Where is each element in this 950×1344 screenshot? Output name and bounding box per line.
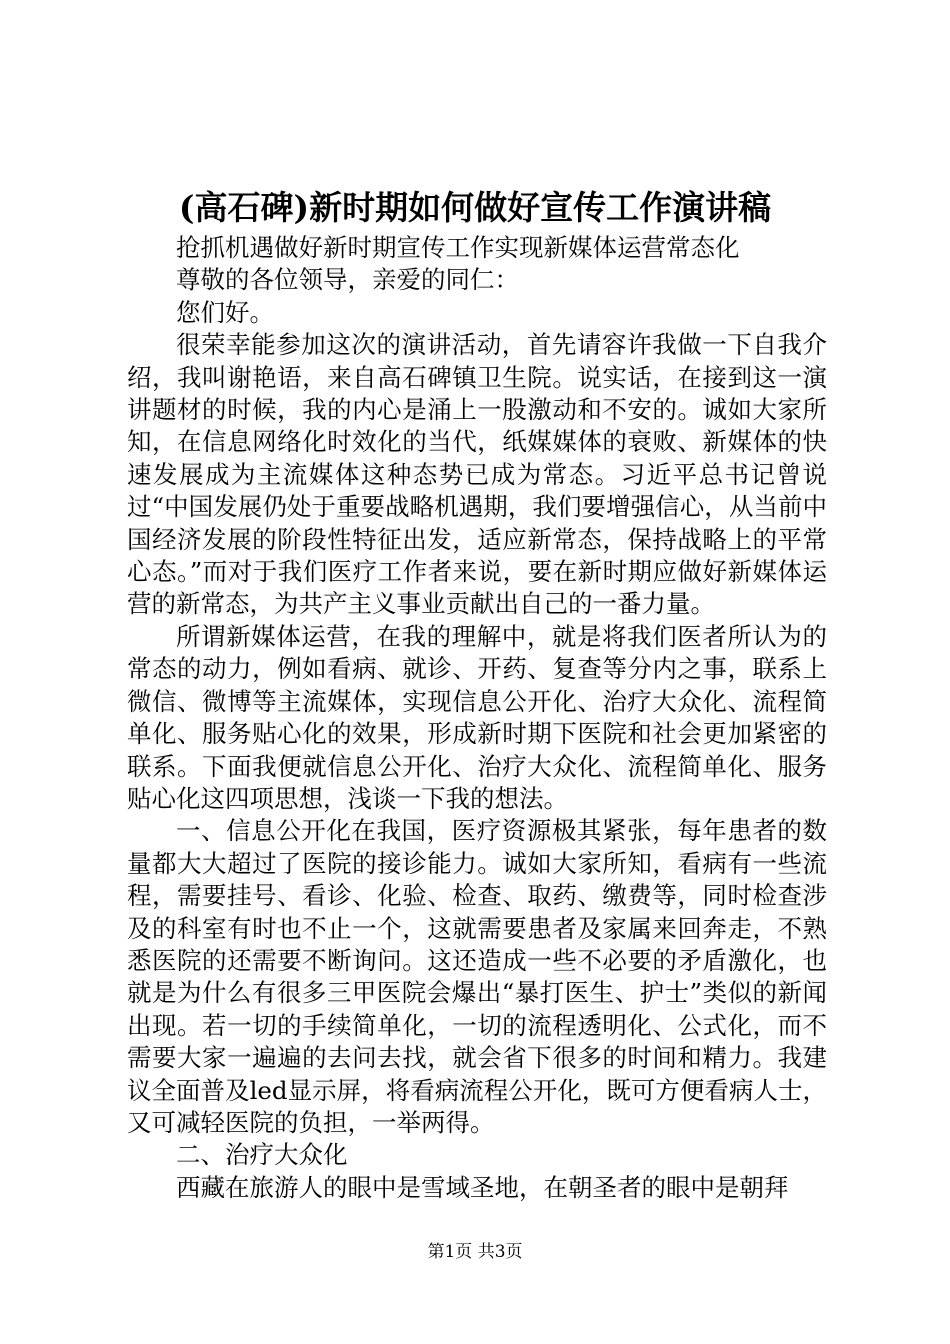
document-body bbox=[127, 232, 827, 1204]
paragraph-section-one: 一、信息公开化在我国，医疗资源极其紧张，每年患者的数量都大大超过了医院的接诊能力。诚如大家所知，看病有一些流程，需要挂号、看诊、化验、检查、取药、缴费等，同时检查涉及的科室有时也不止一个，这就需要患者及家属来回奔走，不熟悉医院的还需要不断询问。这还造成一些不必要的矛盾激化，也就是为什么有很多三甲医院会爆出“暴打医生、护士”类似的新闻出现。若一切的手续简单化，一切的流程透明化、公式化，而不需要大家一遍遍的去问去找，就会省下很多的时间和精力。我建议全面普及led显示屏，将看病流程公开化，既可方便看病人士，又可减轻医院的负担，一举两得。 bbox=[127, 816, 827, 1137]
page-footer: 第1页 共3页 bbox=[427, 1242, 523, 1262]
paragraph-salutation: 尊敬的各位领导，亲爱的同仁： bbox=[176, 265, 519, 295]
paragraph-new-media-definition: 所谓新媒体运营，在我的理解中，就是将我们医者所认为的常态的动力，例如看病、就诊、开药、复查等分内之事，联系上微信、微博等主流媒体，实现信息公开化、治疗大众化、流程简单化、服务贴心化的效果，形成新时期下医院和社会更加紧密的联系。下面我便就信息公开化、治疗大众化、流程简单化、服务贴心化这四项思想，浅谈一下我的想法。 bbox=[127, 621, 827, 813]
paragraph-section-two-heading: 二、治疗大众化 bbox=[176, 1140, 348, 1170]
paragraph-greeting: 您们好。 bbox=[176, 297, 274, 327]
paragraph-introduction: 很荣幸能参加这次的演讲活动，首先请容许我做一下自我介绍，我叫谢艳语，来自高石碑镇卫生院。说实话，在接到这一演讲题材的时候，我的内心是涌上一股激动和不安的。诚如大家所知，在信息网络化时效化的当代，纸媒媒体的衰败、新媒体的快速发展成为主流媒体这种态势已成为常态。习近平总书记曾说过“中国发展仍处于重要战略机遇期，我们要增强信心，从当前中国经济发展的阶段性特征出发，适应新常态，保持战略上的平常心态。”而对于我们医疗工作者来说，要在新时期应做好新媒体运营的新常态，为共产主义事业贡献出自己的一番力量。 bbox=[127, 330, 827, 619]
document-title: (高石碑)新时期如何做好宣传工作演讲稿 bbox=[178, 188, 772, 227]
paragraph-subtitle: 抢抓机遇做好新时期宣传工作实现新媒体运营常态化 bbox=[176, 233, 740, 262]
paragraph-section-two-body: 西藏在旅游人的眼中是雪域圣地，在朝圣者的眼中是朝拜 bbox=[176, 1172, 789, 1202]
